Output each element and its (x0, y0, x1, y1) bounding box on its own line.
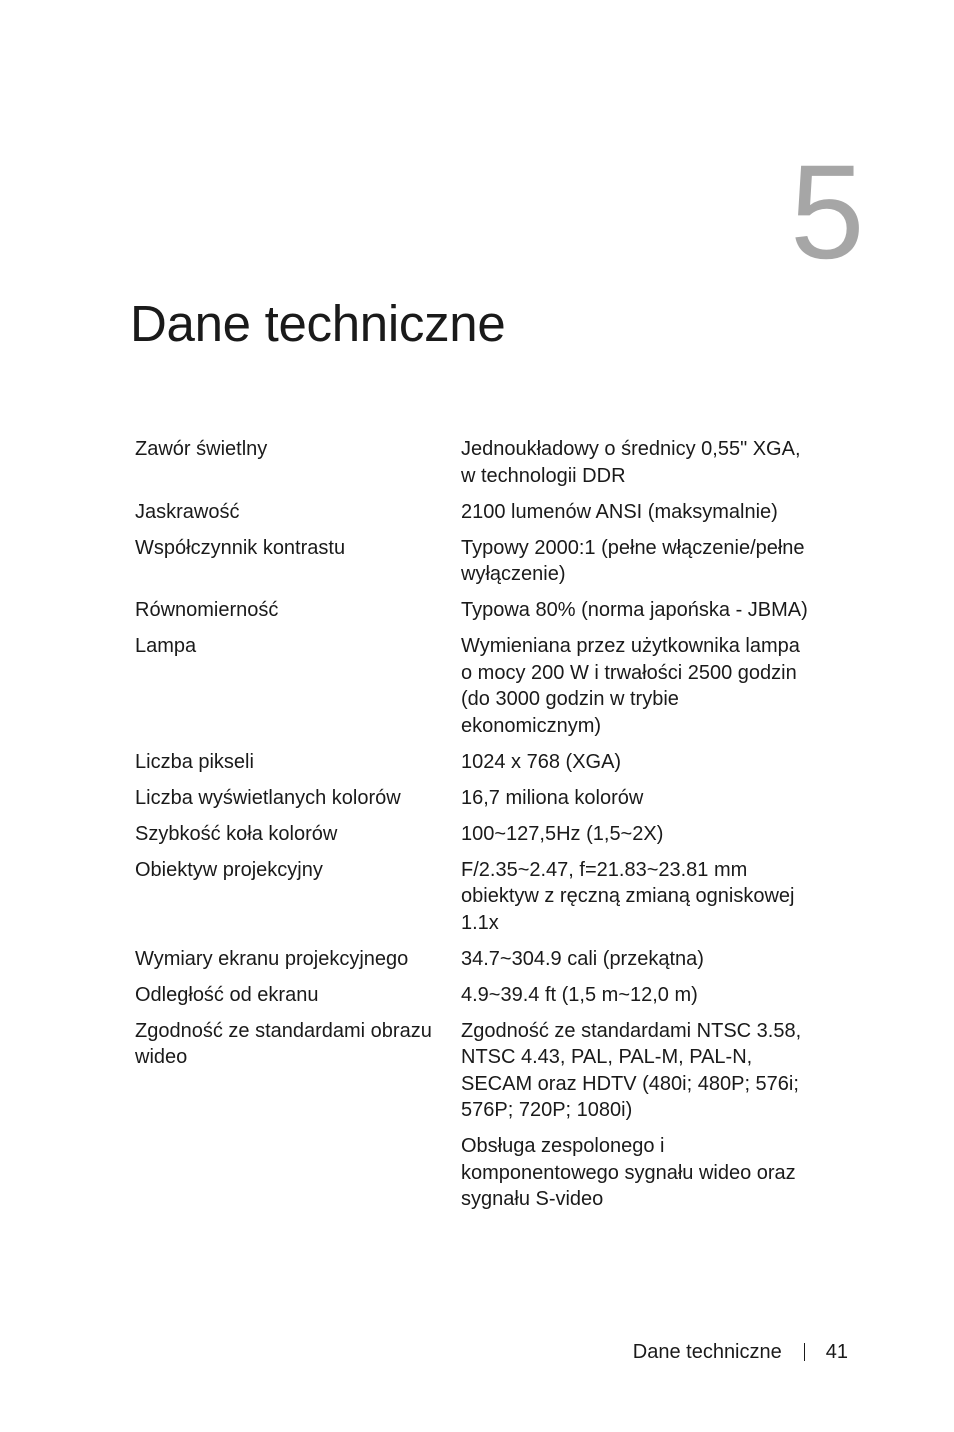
spec-row-projection-distance (135, 982, 825, 1009)
spec-value-text: Wymieniana przez użytkownika lampa o mocy 200 W i trwałości 2500 godzin (do 3000 godzin w trybie ekonomicznym) (461, 635, 800, 737)
spec-value-text: Typowa 80% (norma japońska - JBMA) (461, 599, 808, 621)
spec-value (461, 499, 825, 526)
spec-value (461, 821, 825, 848)
spec-label: Zgodność ze standardami obrazu wideo (135, 1019, 432, 1068)
spec-value-text: 2100 lumenów ANSI (maksymalnie) (461, 500, 778, 523)
spec-value (461, 633, 825, 739)
spec-label: Liczba wyświetlanych kolorów (135, 786, 401, 809)
chapter-number: 5 (790, 138, 865, 287)
spec-value (461, 857, 825, 937)
spec-value (461, 946, 825, 973)
spec-label: Wymiary ekranu projekcyjnego (135, 947, 409, 970)
spec-value-text: Zgodność ze standardami NTSC 3.58, NTSC 4.43, PAL, PAL-M, PAL-N, SECAM oraz HDTV (480i; 480P; 576i; 576P; 720P; 1080i) (461, 1019, 802, 1121)
spec-value-text: Typowy 2000:1 (pełne włączenie/pełne wyłączenie) (461, 536, 805, 585)
spec-value-text: 100~127,5Hz (1,5~2X) (461, 822, 664, 845)
spec-label: Zawór świetlny (135, 438, 268, 460)
spec-label: Szybkość koła kolorów (135, 822, 338, 845)
spec-label: Odległość od ekranu (135, 983, 319, 1006)
spec-row-projection-lens (135, 857, 825, 937)
spec-value (461, 982, 825, 1009)
page-number: 41 (825, 1341, 848, 1363)
spec-row-lamp (135, 633, 825, 739)
spec-value-text: 34.7~304.9 cali (przekątna) (461, 947, 704, 970)
spec-row-contrast-ratio (135, 535, 825, 588)
spec-value-text: 16,7 miliona kolorów (461, 786, 644, 809)
spec-row-brightness (135, 499, 825, 526)
spec-value (461, 749, 825, 776)
spec-row-light-valve (135, 436, 825, 489)
spec-label: Równomierność (135, 599, 279, 621)
spec-value-text: 1024 x 768 (XGA) (461, 750, 622, 773)
spec-row-screen-size (135, 946, 825, 973)
spec-row-uniformity (135, 597, 825, 624)
specifications-table (135, 436, 825, 1222)
spec-value (461, 436, 825, 489)
spec-value (461, 1018, 825, 1213)
spec-label: Liczba pikseli (135, 750, 254, 773)
footer-section-title: Dane techniczne (632, 1341, 782, 1363)
spec-value-text: Obsługa zespolonego i komponentowego sygnału wideo oraz sygnału S-video (461, 1135, 796, 1210)
spec-row-video-compatibility (135, 1018, 825, 1213)
spec-row-displayable-colors (135, 785, 825, 812)
spec-row-color-wheel-speed (135, 821, 825, 848)
spec-label: Współczynnik kontrastu (135, 536, 346, 559)
page-title: Dane techniczne (130, 295, 506, 352)
footer-divider (804, 1343, 805, 1361)
spec-value-text: 4.9~39.4 ft (1,5 m~12,0 m) (461, 983, 698, 1006)
page-footer (0, 1339, 848, 1365)
spec-label: Obiektyw projekcyjny (135, 858, 323, 881)
spec-label: Lampa (135, 635, 197, 657)
spec-value (461, 597, 825, 624)
spec-value-text: Jednoukładowy o średnicy 0,55" XGA, w technologii DDR (461, 438, 801, 487)
spec-value (461, 535, 825, 588)
spec-value-text: F/2.35~2.47, f=21.83~23.81 mm obiektyw z ręczną zmianą ogniskowej 1.1x (461, 858, 795, 934)
spec-row-pixel-count (135, 749, 825, 776)
spec-label: Jaskrawość (135, 500, 240, 523)
spec-value (461, 785, 825, 812)
